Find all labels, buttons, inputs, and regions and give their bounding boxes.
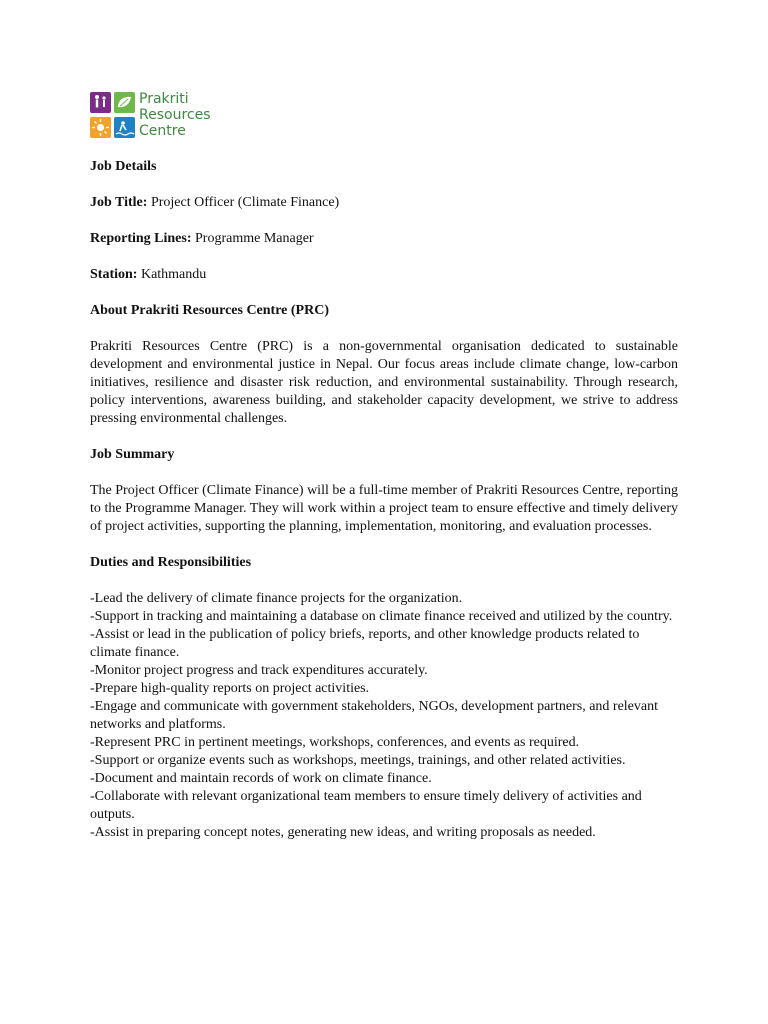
prc-logo (90, 92, 220, 142)
logo-wordmark: Prakriti Resources Centre (139, 91, 211, 139)
duty-item: -Collaborate with relevant organizational team members to ensure timely delivery of activities and outputs. (90, 789, 642, 822)
station-label: Station: (90, 267, 138, 282)
summary-heading: Job Summary (90, 447, 175, 462)
leaf-icon (114, 92, 135, 113)
people-icon (90, 92, 111, 113)
water-icon (114, 117, 135, 138)
about-paragraph: Prakriti Resources Centre (PRC) is a non-governmental organisation dedicated to sustainable development and environmental justice in Nepal. Our focus areas include climate change, low-carbon initiatives, resilience and disaster risk reduction, and environmental sustainability. Through research, policy interventions, awareness building, and stakeholder capacity development, we strive to address pressing environmental challenges. (90, 339, 678, 426)
duty-item: -Support or organize events such as workshops, meetings, trainings, and other related activities. (90, 753, 626, 768)
about-heading: About Prakriti Resources Centre (PRC) (90, 303, 329, 318)
station-value: Kathmandu (137, 267, 207, 282)
job-details-heading: Job Details (90, 159, 157, 174)
duty-item: -Document and maintain records of work on climate finance. (90, 771, 432, 786)
duty-item: -Represent PRC in pertinent meetings, workshops, conferences, and events as required. (90, 735, 580, 750)
job-title-value: Project Officer (Climate Finance) (147, 195, 340, 210)
duty-item: -Lead the delivery of climate finance projects for the organization. (90, 591, 463, 606)
duty-item: -Engage and communicate with government stakeholders, NGOs, development partners, and relevant networks and platforms. (90, 699, 658, 732)
duty-item: -Support in tracking and maintaining a database on climate finance received and utilized by the country. (90, 609, 673, 624)
duty-item: -Monitor project progress and track expenditures accurately. (90, 663, 428, 678)
reporting-lines-label: Reporting Lines: (90, 231, 192, 246)
reporting-lines-field (90, 230, 678, 248)
job-title-field (90, 194, 678, 212)
station-field (90, 266, 678, 284)
duty-item: -Prepare high-quality reports on project activities. (90, 681, 370, 696)
summary-paragraph: The Project Officer (Climate Finance) will be a full-time member of Prakriti Resources Centre, reporting to the Programme Manager. They will work within a project team to ensure effective and timely delivery of project activities, supporting the planning, implementation, monitoring, and evaluation processes. (90, 483, 678, 534)
sun-icon (90, 117, 111, 138)
duties-list (90, 590, 678, 842)
duties-heading: Duties and Responsibilities (90, 555, 252, 570)
job-title-label: Job Title: (90, 195, 148, 210)
document-body (90, 158, 678, 842)
duty-item: -Assist in preparing concept notes, generating new ideas, and writing proposals as needed. (90, 825, 596, 840)
duty-item: -Assist or lead in the publication of policy briefs, reports, and other knowledge products related to climate finance. (90, 627, 640, 660)
reporting-lines-value: Programme Manager (191, 231, 314, 246)
